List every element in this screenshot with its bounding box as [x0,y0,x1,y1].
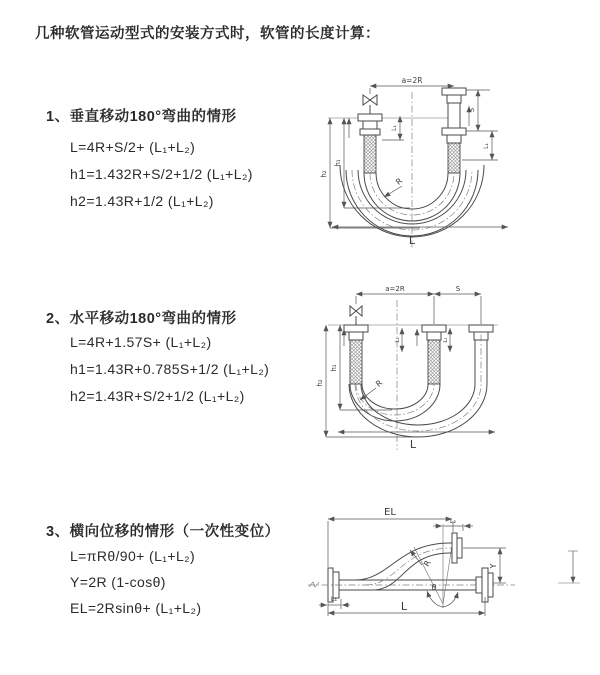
dim-label-a2r: a=2R [401,76,423,85]
page-title: 几种软管运动型式的安装方式时，软管的长度计算： [35,26,380,42]
section-1-heading: 1、垂直移动180°弯曲的情形 [46,109,237,125]
dim-label-r: R [422,558,433,569]
dim-label-l: L [409,438,417,451]
flange-fitting-right [476,568,493,602]
dim-label-l1-left: L₁ [395,337,401,343]
dim-label-h1: h₁ [330,364,338,372]
formula-line: L=4R+S/2+ (L₁+L₂) [70,139,196,155]
hose-braid [350,340,362,384]
diagram-lateral-displacement [300,495,600,655]
dim-fitting-left [382,116,404,140]
valve-symbol [363,95,377,114]
dim-label-el: EL [384,507,396,518]
formula-line: L=4R+1.57S+ (L₁+L₂) [70,334,212,350]
dim-fitting-left [395,328,402,352]
dim-label-l2: L₂ [449,517,457,525]
hose-u-bend-far [349,332,487,437]
dim-s [466,90,498,131]
dim-span [356,285,434,294]
radius-callout [384,176,405,197]
formula-line: EL=2Rsinθ+ (L₁+L₂) [70,600,202,616]
dim-el [328,507,453,567]
dim-label-h2: h₂ [320,170,328,178]
dim-label-l: L [400,600,408,613]
dim-label-h2: h₂ [316,379,324,387]
angle-label-theta: θ [431,583,437,592]
dim-fitting-right [462,131,498,160]
dim-label-l1: L₁ [330,595,338,603]
hose-braid [364,135,376,173]
dim-label-s: S [455,285,461,293]
reference-lines [558,551,580,583]
dim-label-l1-left: L₁ [391,125,398,131]
hose-braid [448,143,460,173]
flange-fitting-left [358,114,382,173]
dim-label-a2r: a=2R [385,285,405,293]
flange-fitting-upper [452,533,462,563]
dim-label-r: R [394,176,405,187]
formula-line: Y=2R (1-cosθ) [70,574,166,590]
dim-l1 [319,595,350,609]
flange-fitting-left [344,325,368,384]
dim-label-r: R [374,378,385,389]
flange-fitting-center [422,325,446,384]
section-3-heading: 3、横向位移的情形（一次性变位） [46,524,280,540]
dim-label-y: Y [489,563,498,569]
dim-length [338,432,495,451]
dim-label-l1-right: L₁ [443,337,449,343]
dim-label-l: L [408,234,416,247]
valve-symbol [350,306,362,325]
section-2-heading: 2、水平移动180°弯曲的情形 [46,311,237,327]
diagram-vertical-180-bend [312,70,592,260]
dim-s [434,285,481,294]
formula-line: h2=1.43R+1/2 (L₁+L₂) [70,193,214,209]
hose-u-bend-near [350,384,440,421]
formula-line: h1=1.43R+0.785S+1/2 (L₁+L₂) [70,361,270,377]
diagram-horizontal-180-bend [310,282,600,462]
dim-length [328,597,485,616]
formula-line: h1=1.432R+S/2+1/2 (L₁+L₂) [70,166,253,182]
formula-line: h2=1.43R+S/2+1/2 (L₁+L₂) [70,388,245,404]
dim-label-s: S [468,107,476,113]
formula-line: L=πRθ/90+ (L₁+L₂) [70,548,196,564]
hose-deflected-position [355,543,452,590]
dim-label-l1-right: L₁ [483,143,490,149]
hose-braid [428,340,440,384]
centerline-break-mark [309,582,319,587]
dim-label-h1: h₁ [334,159,342,167]
